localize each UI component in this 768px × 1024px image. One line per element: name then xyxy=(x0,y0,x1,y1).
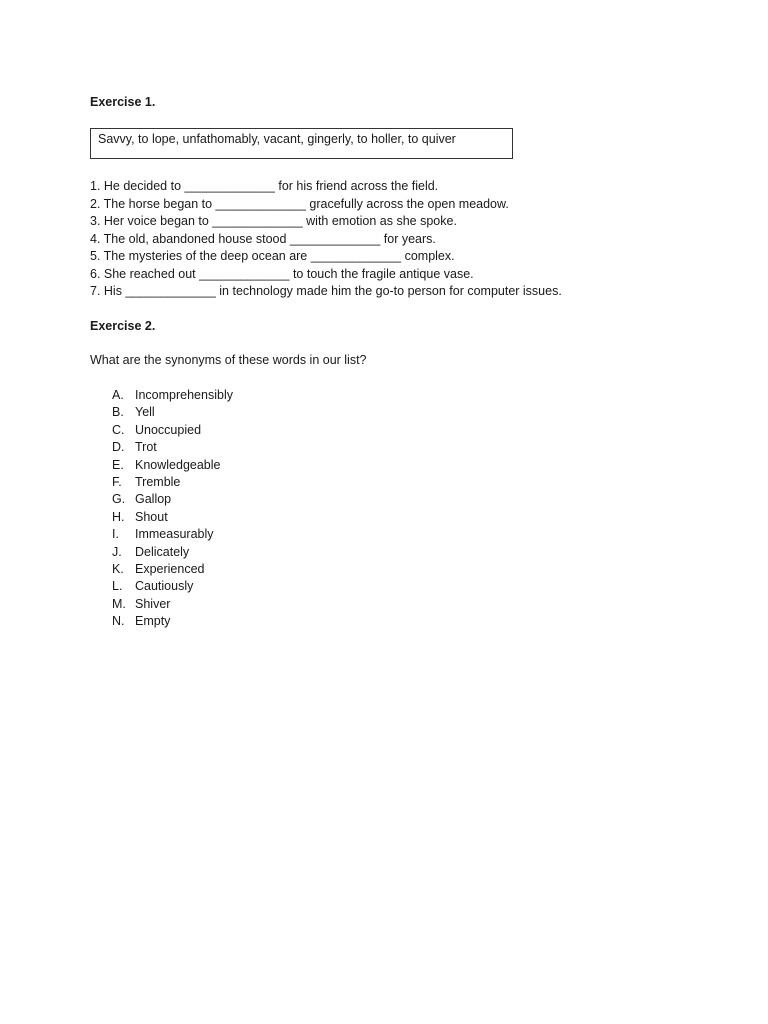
synonym-word: Knowledgeable xyxy=(135,457,221,472)
synonym-item xyxy=(112,509,233,526)
synonym-word: Immeasurably xyxy=(135,527,214,542)
synonym-word: Incomprehensibly xyxy=(135,388,233,402)
synonym-letter: C. xyxy=(112,422,125,437)
sentence-item: 1. He decided to _____________ for his friend across the field. xyxy=(90,179,439,193)
synonym-letter: M. xyxy=(112,596,126,611)
synonym-word: Delicately xyxy=(135,544,190,559)
sentence-item: 5. The mysteries of the deep ocean are _____________ complex. xyxy=(90,249,455,263)
synonym-word: Shout xyxy=(135,509,168,524)
synonym-item xyxy=(112,613,233,630)
exercise-2-heading: Exercise 2. xyxy=(90,319,156,333)
exercise-1-heading: Exercise 1. xyxy=(90,95,156,109)
word-list-box: Savvy, to lope, unfathomably, vacant, gingerly, to holler, to quiver xyxy=(90,128,513,159)
synonym-word: Tremble xyxy=(135,474,181,489)
synonym-item xyxy=(112,474,233,491)
synonym-letter: K. xyxy=(112,561,124,576)
synonym-letter: I. xyxy=(112,527,119,542)
sentence-item: 2. The horse began to _____________ gracefully across the open meadow. xyxy=(90,196,509,211)
sentence-item: 3. Her voice began to _____________ with emotion as she spoke. xyxy=(90,214,457,228)
synonym-letter: J. xyxy=(112,544,122,559)
synonym-word: Cautiously xyxy=(135,579,194,594)
synonym-letter: D. xyxy=(112,440,125,455)
synonym-item xyxy=(112,491,233,508)
sentence-item: 7. His _____________ in technology made him the go-to person for computer issues. xyxy=(90,284,562,298)
synonym-list xyxy=(112,387,233,630)
sentence-item: 6. She reached out _____________ to touch the fragile antique vase. xyxy=(90,266,474,281)
synonym-word: Gallop xyxy=(135,492,172,507)
synonym-word: Shiver xyxy=(135,596,171,611)
synonym-word: Unoccupied xyxy=(135,422,202,437)
synonym-item xyxy=(112,596,233,613)
synonym-letter: G. xyxy=(112,492,126,507)
synonym-letter: E. xyxy=(112,457,124,472)
exercise-2-question: What are the synonyms of these words in our list? xyxy=(90,353,367,367)
synonym-word: Experienced xyxy=(135,561,205,576)
synonym-letter: B. xyxy=(112,405,124,420)
synonym-letter: F. xyxy=(112,474,122,489)
synonym-letter: L. xyxy=(112,579,123,594)
synonym-item xyxy=(112,578,233,595)
synonym-item xyxy=(112,404,233,421)
fill-in-sentence-list xyxy=(90,178,562,301)
synonym-item xyxy=(112,387,233,404)
synonym-item xyxy=(112,561,233,578)
synonym-item xyxy=(112,439,233,456)
synonym-item xyxy=(112,544,233,561)
synonym-word: Empty xyxy=(135,614,171,629)
synonym-item xyxy=(112,526,233,543)
synonym-item xyxy=(112,422,233,439)
synonym-letter: N. xyxy=(112,614,125,629)
synonym-letter: A. xyxy=(112,388,124,402)
synonym-item xyxy=(112,457,233,474)
sentence-item: 4. The old, abandoned house stood _____________ for years. xyxy=(90,231,436,246)
synonym-letter: H. xyxy=(112,509,125,524)
synonym-word: Yell xyxy=(135,405,155,420)
synonym-word: Trot xyxy=(135,440,157,455)
